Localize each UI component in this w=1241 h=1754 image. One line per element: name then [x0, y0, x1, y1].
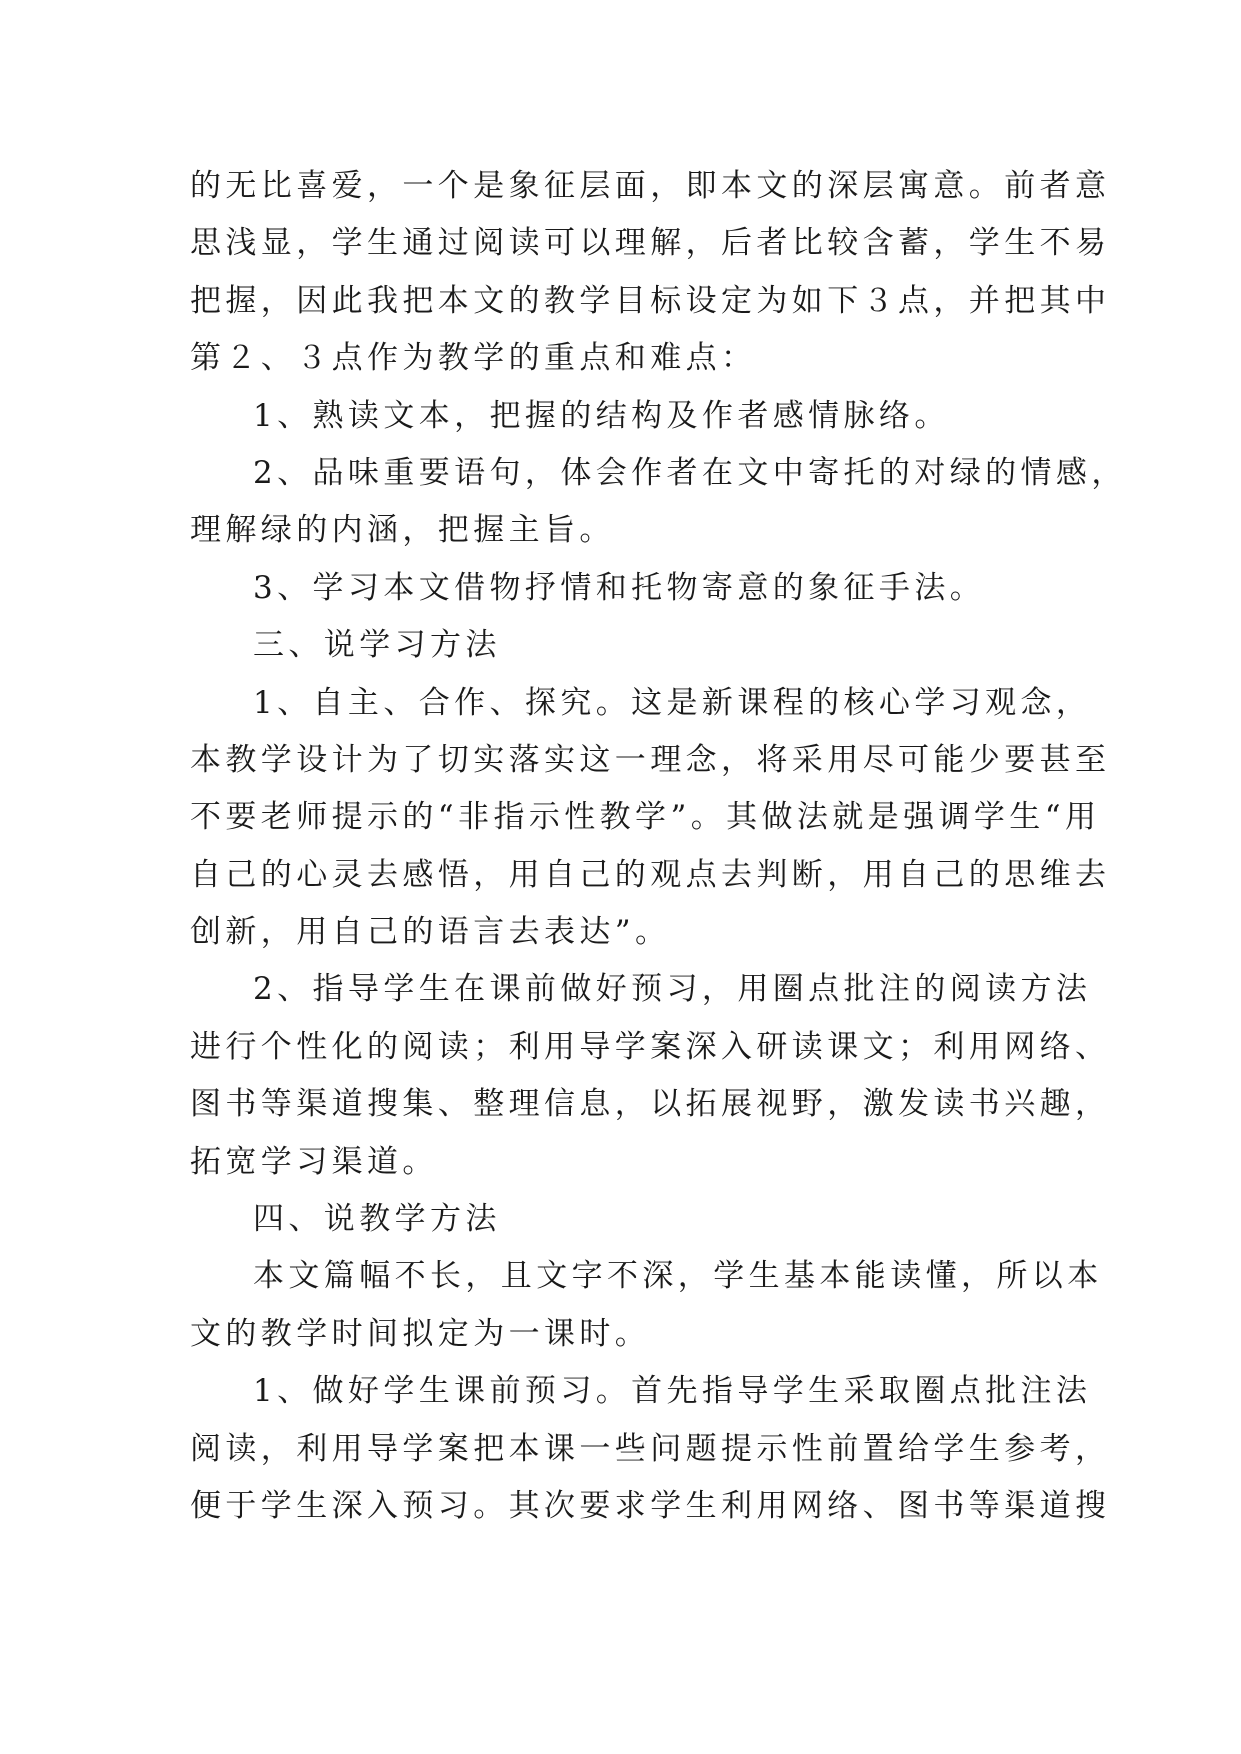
text-line: 第２、３点作为教学的重点和难点：	[190, 340, 757, 377]
text-line: 文的教学时间拟定为一课时。	[190, 1315, 651, 1352]
text-line: 2、指导学生在课前做好预习，用圈点批注的阅读方法	[253, 971, 1092, 1008]
text-line: 自己的心灵去感悟，用自己的观点去判断，用自己的思维去	[190, 856, 1111, 893]
text-line: 拓宽学习渠道。	[190, 1143, 438, 1180]
text-line: 阅读，利用导学案把本课一些问题提示性前置给学生参考，	[190, 1430, 1111, 1467]
text-line: 便于学生深入预习。其次要求学生利用网络、图书等渠道搜	[190, 1487, 1111, 1524]
text-line: 图书等渠道搜集、整理信息，以拓展视野，激发读书兴趣，	[190, 1086, 1111, 1123]
text-line: 3、学习本文借物抒情和托物寄意的象征手法。	[253, 569, 986, 606]
text-line: 思浅显，学生通过阅读可以理解，后者比较含蓄，学生不易	[190, 225, 1111, 262]
text-line: 的无比喜爱，一个是象征层面，即本文的深层寓意。前者意	[190, 168, 1111, 204]
text-line: 理解绿的内涵，把握主旨。	[190, 512, 615, 549]
text-line: 进行个性化的阅读；利用导学案深入研读课文；利用网络、	[190, 1028, 1111, 1065]
text-line: 四、说教学方法	[253, 1201, 501, 1238]
text-line: 1、熟读文本，把握的结构及作者感情脉络。	[253, 397, 950, 434]
document-page	[190, 158, 1127, 1535]
text-line: 本教学设计为了切实落实这一理念，将采用尽可能少要甚至	[190, 741, 1111, 778]
text-line: 不要老师提示的“非指示性教学”。其做法就是强调学生“用	[190, 799, 1101, 836]
text-line: 2、品味重要语句，体会作者在文中寄托的对绿的情感，	[253, 454, 1127, 491]
text-line: 本文篇幅不长，且文字不深，学生基本能读懂，所以本	[253, 1258, 1103, 1295]
text-line: 1、自主、合作、探究。这是新课程的核心学习观念，	[253, 684, 1092, 721]
text-line: 把握，因此我把本文的教学目标设定为如下３点，并把其中	[190, 282, 1111, 319]
text-line: 创新，用自己的语言去表达”。	[190, 914, 671, 951]
text-line: 1、做好学生课前预习。首先指导学生采取圈点批注法	[253, 1373, 1092, 1410]
text-line: 三、说学习方法	[253, 627, 501, 664]
